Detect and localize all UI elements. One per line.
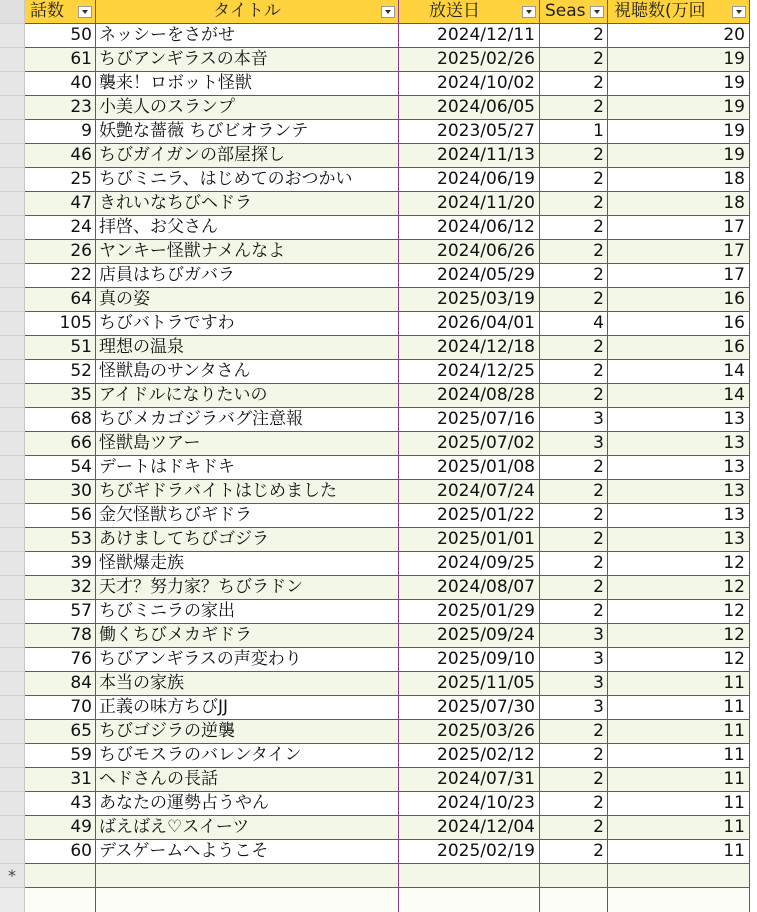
cell-air-date[interactable]: 2025/01/01 — [399, 528, 540, 552]
cell-views[interactable]: 18 — [608, 168, 750, 192]
table-row[interactable] — [0, 504, 757, 528]
cell-episode[interactable]: 78 — [25, 624, 96, 648]
table-row[interactable] — [0, 216, 757, 240]
table-row[interactable] — [0, 696, 757, 720]
cell-views[interactable]: 11 — [608, 816, 750, 840]
cell-views[interactable]: 19 — [608, 144, 750, 168]
cell-episode[interactable]: 66 — [25, 432, 96, 456]
cell-episode[interactable]: 76 — [25, 648, 96, 672]
cell-views[interactable]: 19 — [608, 72, 750, 96]
row-selector[interactable] — [0, 192, 25, 216]
cell-views[interactable]: 13 — [608, 408, 750, 432]
cell-season[interactable]: 2 — [540, 72, 608, 96]
cell-title[interactable]: 正義の味方ちびJJ — [96, 696, 399, 720]
cell-season[interactable]: 2 — [540, 384, 608, 408]
row-selector[interactable] — [0, 504, 25, 528]
table-row[interactable] — [0, 792, 757, 816]
row-selector[interactable] — [0, 528, 25, 552]
cell-title[interactable]: ちびアンギラスの本音 — [96, 48, 399, 72]
cell-episode[interactable]: 61 — [25, 48, 96, 72]
cell-air-date[interactable]: 2024/06/05 — [399, 96, 540, 120]
row-selector[interactable] — [0, 144, 25, 168]
cell-views[interactable]: 16 — [608, 336, 750, 360]
cell-views[interactable]: 19 — [608, 48, 750, 72]
row-selector[interactable] — [0, 168, 25, 192]
table-row[interactable] — [0, 840, 757, 864]
cell-title[interactable]: ばえばえ♡スイーツ — [96, 816, 399, 840]
cell-air-date[interactable]: 2025/09/10 — [399, 648, 540, 672]
cell-title[interactable]: ちびガイガンの部屋探し — [96, 144, 399, 168]
cell-season[interactable]: 2 — [540, 552, 608, 576]
cell-air-date[interactable]: 2026/04/01 — [399, 312, 540, 336]
cell-views[interactable]: 11 — [608, 696, 750, 720]
cell-title[interactable]: ちびバトラですわ — [96, 312, 399, 336]
cell-season[interactable]: 3 — [540, 408, 608, 432]
table-row[interactable] — [0, 168, 757, 192]
cell-season[interactable]: 2 — [540, 504, 608, 528]
cell-season[interactable]: 2 — [540, 600, 608, 624]
cell-views[interactable]: 14 — [608, 384, 750, 408]
cell-air-date[interactable]: 2024/07/31 — [399, 768, 540, 792]
cell-title[interactable]: 小美人のスランプ — [96, 96, 399, 120]
cell-air-date[interactable]: 2025/07/16 — [399, 408, 540, 432]
cell-title[interactable]: デートはドキドキ — [96, 456, 399, 480]
cell-views[interactable]: 17 — [608, 264, 750, 288]
table-row[interactable] — [0, 72, 757, 96]
row-selector[interactable] — [0, 288, 25, 312]
cell-episode[interactable]: 50 — [25, 24, 96, 48]
cell-views[interactable]: 11 — [608, 744, 750, 768]
cell-air-date[interactable]: 2024/05/29 — [399, 264, 540, 288]
table-row[interactable] — [0, 336, 757, 360]
cell-views[interactable]: 19 — [608, 96, 750, 120]
row-selector[interactable] — [0, 72, 25, 96]
cell-air-date[interactable]: 2025/01/08 — [399, 456, 540, 480]
cell-episode[interactable]: 46 — [25, 144, 96, 168]
row-selector[interactable] — [0, 648, 25, 672]
cell-episode[interactable]: 60 — [25, 840, 96, 864]
table-row[interactable] — [0, 24, 757, 48]
cell-views[interactable]: 11 — [608, 768, 750, 792]
cell-season[interactable]: 2 — [540, 336, 608, 360]
row-selector[interactable] — [0, 240, 25, 264]
cell-season[interactable]: 2 — [540, 24, 608, 48]
cell-episode[interactable]: 39 — [25, 552, 96, 576]
table-row[interactable] — [0, 648, 757, 672]
cell-title[interactable]: 怪獣爆走族 — [96, 552, 399, 576]
cell-title[interactable]: 働くちびメカギドラ — [96, 624, 399, 648]
dropdown-arrow-icon[interactable] — [522, 6, 536, 18]
cell-air-date[interactable]: 2025/01/29 — [399, 600, 540, 624]
cell-views[interactable]: 18 — [608, 192, 750, 216]
cell-air-date[interactable]: 2024/11/13 — [399, 144, 540, 168]
cell-season[interactable]: 2 — [540, 816, 608, 840]
table-row[interactable] — [0, 96, 757, 120]
cell-air-date[interactable]: 2024/06/26 — [399, 240, 540, 264]
cell-episode[interactable]: 51 — [25, 336, 96, 360]
row-selector[interactable] — [0, 432, 25, 456]
empty-cell — [608, 888, 750, 912]
table-row[interactable] — [0, 624, 757, 648]
row-selector[interactable] — [0, 600, 25, 624]
cell-season[interactable]: 3 — [540, 672, 608, 696]
cell-season[interactable]: 3 — [540, 432, 608, 456]
cell-air-date[interactable]: 2024/09/25 — [399, 552, 540, 576]
row-selector[interactable] — [0, 264, 25, 288]
empty-cell — [399, 888, 540, 912]
row-selector[interactable] — [0, 840, 25, 864]
table-row[interactable] — [0, 720, 757, 744]
cell-air-date[interactable]: 2024/06/19 — [399, 168, 540, 192]
cell-episode[interactable]: 40 — [25, 72, 96, 96]
cell-season[interactable]: 2 — [540, 768, 608, 792]
row-selector[interactable] — [0, 720, 25, 744]
table-row[interactable] — [0, 456, 757, 480]
row-selector[interactable] — [0, 336, 25, 360]
cell-title[interactable]: ちびアンギラスの声変わり — [96, 648, 399, 672]
table-row[interactable] — [0, 360, 757, 384]
row-selector[interactable] — [0, 312, 25, 336]
cell-air-date[interactable]: 2025/11/05 — [399, 672, 540, 696]
cell-views[interactable]: 11 — [608, 792, 750, 816]
cell-title[interactable] — [96, 864, 399, 888]
column-header-views[interactable]: 視聴数(万回 — [608, 0, 750, 24]
row-selector[interactable] — [0, 624, 25, 648]
table-row[interactable] — [0, 432, 757, 456]
empty-cell — [96, 888, 399, 912]
new-record-marker[interactable]: * — [0, 864, 25, 888]
cell-title[interactable]: 怪獣島ツアー — [96, 432, 399, 456]
cell-title[interactable]: 理想の温泉 — [96, 336, 399, 360]
header-row — [0, 0, 757, 24]
table-row[interactable] — [0, 384, 757, 408]
cell-season[interactable]: 3 — [540, 624, 608, 648]
cell-episode[interactable]: 47 — [25, 192, 96, 216]
row-selector[interactable] — [0, 816, 25, 840]
table-row[interactable] — [0, 240, 757, 264]
table-row[interactable] — [0, 408, 757, 432]
cell-title[interactable]: あけましてちびゴジラ — [96, 528, 399, 552]
cell-season[interactable]: 2 — [540, 168, 608, 192]
cell-season[interactable]: 2 — [540, 528, 608, 552]
cell-views[interactable]: 13 — [608, 504, 750, 528]
dropdown-arrow-icon[interactable] — [78, 6, 92, 18]
dropdown-arrow-icon[interactable] — [732, 6, 746, 18]
row-selector[interactable] — [0, 696, 25, 720]
cell-air-date[interactable]: 2024/06/12 — [399, 216, 540, 240]
empty-area — [0, 888, 757, 912]
cell-episode[interactable]: 70 — [25, 696, 96, 720]
cell-episode[interactable]: 49 — [25, 816, 96, 840]
cell-air-date[interactable]: 2024/12/18 — [399, 336, 540, 360]
cell-season[interactable]: 2 — [540, 456, 608, 480]
row-selector[interactable] — [0, 216, 25, 240]
cell-air-date[interactable]: 2025/07/02 — [399, 432, 540, 456]
cell-season[interactable]: 2 — [540, 360, 608, 384]
cell-title[interactable]: ちびミニラの家出 — [96, 600, 399, 624]
cell-air-date[interactable]: 2025/07/30 — [399, 696, 540, 720]
cell-views[interactable]: 12 — [608, 552, 750, 576]
cell-views[interactable]: 13 — [608, 480, 750, 504]
cell-views[interactable]: 16 — [608, 312, 750, 336]
cell-episode[interactable]: 25 — [25, 168, 96, 192]
cell-season[interactable]: 2 — [540, 288, 608, 312]
empty-cell — [540, 888, 608, 912]
cell-season[interactable]: 2 — [540, 192, 608, 216]
table-row[interactable] — [0, 288, 757, 312]
cell-season[interactable]: 2 — [540, 144, 608, 168]
cell-episode[interactable]: 57 — [25, 600, 96, 624]
row-selector[interactable] — [0, 408, 25, 432]
cell-views[interactable]: 13 — [608, 456, 750, 480]
cell-title[interactable]: 店員はちびガバラ — [96, 264, 399, 288]
row-selector[interactable] — [0, 576, 25, 600]
column-header-air-date[interactable]: 放送日 — [399, 0, 540, 24]
cell-season[interactable]: 2 — [540, 480, 608, 504]
cell-air-date[interactable]: 2024/07/24 — [399, 480, 540, 504]
dropdown-arrow-icon[interactable] — [381, 6, 395, 18]
cell-views[interactable]: 12 — [608, 648, 750, 672]
cell-air-date[interactable]: 2025/03/26 — [399, 720, 540, 744]
cell-air-date[interactable]: 2025/02/12 — [399, 744, 540, 768]
cell-air-date[interactable]: 2025/03/19 — [399, 288, 540, 312]
row-selector[interactable] — [0, 96, 25, 120]
cell-title[interactable]: アイドルになりたいの — [96, 384, 399, 408]
column-header-episode[interactable]: 話数 — [25, 0, 96, 24]
row-selector[interactable] — [0, 480, 25, 504]
cell-season[interactable]: 2 — [540, 264, 608, 288]
cell-episode[interactable]: 59 — [25, 744, 96, 768]
new-record-row[interactable] — [0, 864, 757, 888]
cell-season[interactable]: 1 — [540, 120, 608, 144]
cell-season[interactable] — [540, 864, 608, 888]
cell-episode[interactable]: 68 — [25, 408, 96, 432]
table-row[interactable] — [0, 144, 757, 168]
cell-title[interactable]: 拝啓、お父さん — [96, 216, 399, 240]
cell-views[interactable]: 12 — [608, 576, 750, 600]
cell-episode[interactable]: 43 — [25, 792, 96, 816]
cell-title[interactable]: ヤンキー怪獣ナメんなよ — [96, 240, 399, 264]
cell-air-date[interactable]: 2024/12/11 — [399, 24, 540, 48]
cell-air-date[interactable]: 2024/10/23 — [399, 792, 540, 816]
row-selector[interactable] — [0, 552, 25, 576]
cell-views[interactable]: 14 — [608, 360, 750, 384]
cell-title[interactable]: デスゲームへようこそ — [96, 840, 399, 864]
cell-views[interactable]: 11 — [608, 840, 750, 864]
row-selector[interactable] — [0, 120, 25, 144]
cell-views[interactable]: 17 — [608, 216, 750, 240]
table-row[interactable] — [0, 192, 757, 216]
cell-episode[interactable]: 26 — [25, 240, 96, 264]
cell-air-date[interactable]: 2024/10/02 — [399, 72, 540, 96]
table-row[interactable] — [0, 672, 757, 696]
cell-views[interactable]: 12 — [608, 624, 750, 648]
row-selector[interactable] — [0, 48, 25, 72]
cell-title[interactable]: ヘドさんの長話 — [96, 768, 399, 792]
row-selector[interactable] — [0, 672, 25, 696]
cell-title[interactable]: ちびギドラバイトはじめました — [96, 480, 399, 504]
table-row[interactable] — [0, 48, 757, 72]
cell-views[interactable]: 13 — [608, 528, 750, 552]
cell-episode[interactable]: 56 — [25, 504, 96, 528]
cell-season[interactable]: 2 — [540, 744, 608, 768]
cell-air-date[interactable]: 2024/12/25 — [399, 360, 540, 384]
cell-air-date[interactable]: 2024/08/28 — [399, 384, 540, 408]
cell-views[interactable]: 13 — [608, 432, 750, 456]
cell-season[interactable]: 3 — [540, 648, 608, 672]
cell-title[interactable]: 天才？努力家？ちびラドン — [96, 576, 399, 600]
row-selector[interactable] — [0, 384, 25, 408]
cell-title[interactable]: 金欠怪獣ちびギドラ — [96, 504, 399, 528]
table-row[interactable] — [0, 600, 757, 624]
select-all-corner[interactable] — [0, 0, 25, 24]
cell-episode[interactable]: 52 — [25, 360, 96, 384]
cell-title[interactable]: ネッシーをさがせ — [96, 24, 399, 48]
row-selector[interactable] — [0, 792, 25, 816]
empty-cell — [25, 888, 96, 912]
cell-title[interactable]: ちびゴジラの逆襲 — [96, 720, 399, 744]
cell-views[interactable] — [608, 864, 750, 888]
cell-views[interactable]: 17 — [608, 240, 750, 264]
row-selector[interactable] — [0, 456, 25, 480]
cell-title[interactable]: きれいなちびヘドラ — [96, 192, 399, 216]
cell-views[interactable]: 16 — [608, 288, 750, 312]
row-selector — [0, 888, 25, 912]
table-row[interactable] — [0, 552, 757, 576]
table-row[interactable] — [0, 744, 757, 768]
table-row[interactable] — [0, 528, 757, 552]
cell-title[interactable]: 妖艶な薔薇 ちびビオランテ — [96, 120, 399, 144]
row-selector[interactable] — [0, 744, 25, 768]
cell-air-date[interactable]: 2024/08/07 — [399, 576, 540, 600]
cell-title[interactable]: ちびモスラのバレンタイン — [96, 744, 399, 768]
cell-season[interactable]: 2 — [540, 96, 608, 120]
cell-title[interactable]: ちびミニラ、はじめてのおつかい — [96, 168, 399, 192]
cell-title[interactable]: ちびメカゴジラバグ注意報 — [96, 408, 399, 432]
dropdown-arrow-icon[interactable] — [590, 6, 604, 18]
cell-air-date[interactable]: 2024/11/20 — [399, 192, 540, 216]
cell-title[interactable]: 本当の家族 — [96, 672, 399, 696]
table-row[interactable] — [0, 816, 757, 840]
cell-season[interactable]: 3 — [540, 696, 608, 720]
cell-views[interactable]: 11 — [608, 720, 750, 744]
cell-air-date[interactable] — [399, 864, 540, 888]
cell-episode[interactable]: 54 — [25, 456, 96, 480]
cell-episode[interactable]: 30 — [25, 480, 96, 504]
row-selector[interactable] — [0, 360, 25, 384]
cell-season[interactable]: 2 — [540, 48, 608, 72]
cell-episode[interactable]: 23 — [25, 96, 96, 120]
cell-episode[interactable]: 53 — [25, 528, 96, 552]
cell-season[interactable]: 2 — [540, 792, 608, 816]
table-row[interactable] — [0, 312, 757, 336]
cell-episode[interactable]: 35 — [25, 384, 96, 408]
cell-episode[interactable] — [25, 864, 96, 888]
cell-season[interactable]: 2 — [540, 720, 608, 744]
cell-air-date[interactable]: 2025/09/24 — [399, 624, 540, 648]
table-row[interactable] — [0, 576, 757, 600]
cell-air-date[interactable]: 2025/02/19 — [399, 840, 540, 864]
cell-views[interactable]: 12 — [608, 600, 750, 624]
cell-episode[interactable]: 9 — [25, 120, 96, 144]
cell-season[interactable]: 2 — [540, 240, 608, 264]
cell-episode[interactable]: 24 — [25, 216, 96, 240]
table-row[interactable] — [0, 768, 757, 792]
cell-season[interactable]: 2 — [540, 840, 608, 864]
cell-season[interactable]: 4 — [540, 312, 608, 336]
cell-title[interactable]: あなたの運勢占うやん — [96, 792, 399, 816]
cell-air-date[interactable]: 2025/02/26 — [399, 48, 540, 72]
row-selector[interactable] — [0, 768, 25, 792]
cell-season[interactable]: 2 — [540, 576, 608, 600]
cell-air-date[interactable]: 2024/12/04 — [399, 816, 540, 840]
cell-title[interactable]: 襲来！ロボット怪獣 — [96, 72, 399, 96]
cell-title[interactable]: 真の姿 — [96, 288, 399, 312]
table-row[interactable] — [0, 120, 757, 144]
table-row[interactable] — [0, 480, 757, 504]
cell-season[interactable]: 2 — [540, 216, 608, 240]
table-row[interactable] — [0, 264, 757, 288]
cell-episode[interactable]: 84 — [25, 672, 96, 696]
cell-air-date[interactable]: 2023/05/27 — [399, 120, 540, 144]
row-selector[interactable] — [0, 24, 25, 48]
cell-episode[interactable]: 32 — [25, 576, 96, 600]
cell-air-date[interactable]: 2025/01/22 — [399, 504, 540, 528]
cell-episode[interactable]: 31 — [25, 768, 96, 792]
cell-episode[interactable]: 64 — [25, 288, 96, 312]
cell-views[interactable]: 19 — [608, 120, 750, 144]
cell-views[interactable]: 20 — [608, 24, 750, 48]
column-header-season[interactable]: Seas — [540, 0, 608, 24]
cell-views[interactable]: 11 — [608, 672, 750, 696]
cell-title[interactable]: 怪獣島のサンタさん — [96, 360, 399, 384]
cell-episode[interactable]: 65 — [25, 720, 96, 744]
cell-episode[interactable]: 22 — [25, 264, 96, 288]
column-header-title[interactable]: タイトル — [96, 0, 399, 24]
cell-episode[interactable]: 105 — [25, 312, 96, 336]
